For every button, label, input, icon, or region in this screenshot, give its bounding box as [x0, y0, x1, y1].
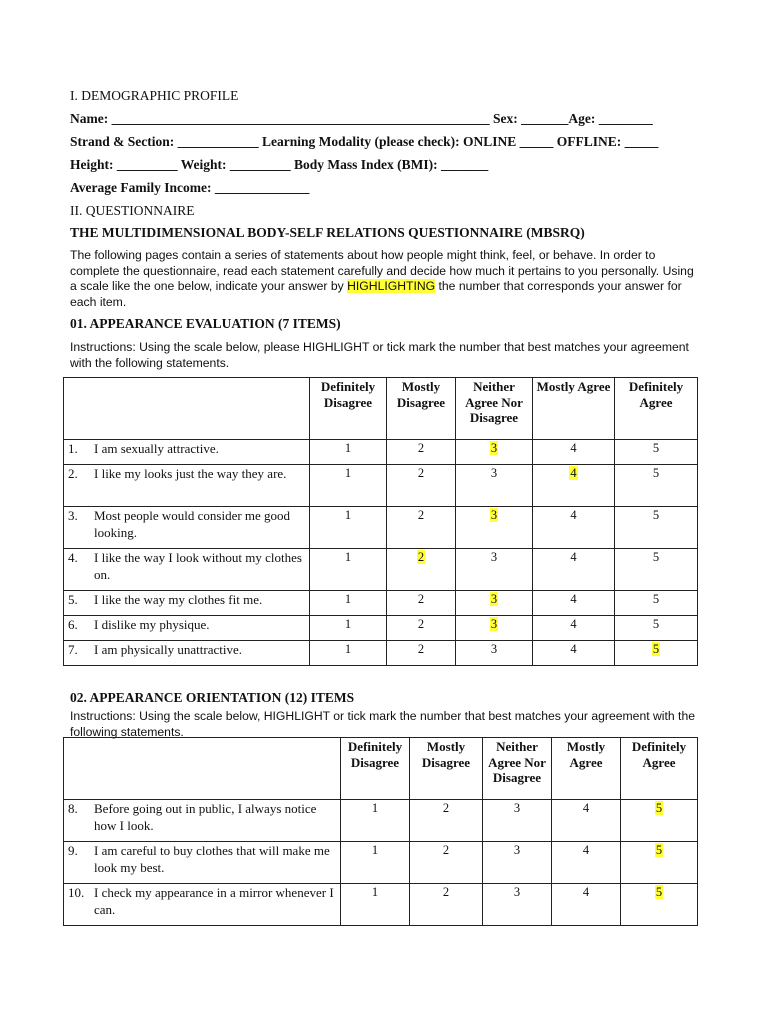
- rating-value: 2: [417, 617, 425, 631]
- item-statement: I am sexually attractive.: [94, 441, 219, 456]
- rating-value: 4: [570, 592, 577, 606]
- rating-value: 1: [371, 885, 379, 899]
- statement-cell: [64, 641, 310, 666]
- rating-cell[interactable]: [341, 842, 410, 884]
- item-number: 2.: [68, 466, 78, 481]
- rating-cell[interactable]: [483, 800, 552, 842]
- statement-cell: [64, 616, 310, 641]
- section2-title: 02. APPEARANCE ORIENTATION (12) ITEMS: [70, 690, 355, 705]
- item-number: 7.: [68, 642, 78, 657]
- rating-cell[interactable]: [310, 641, 387, 666]
- table-row: [64, 507, 698, 549]
- rating-cell[interactable]: [533, 641, 615, 666]
- rating-cell[interactable]: [341, 800, 410, 842]
- rating-cell[interactable]: [533, 549, 615, 591]
- rating-cell[interactable]: [533, 507, 615, 549]
- section2-instructions: Instructions: Using the scale below, HIGHLIGHT or tick mark the number that best matches your agreement with the following statements.: [70, 709, 695, 739]
- rating-value: 3: [490, 617, 498, 631]
- rating-value: 1: [344, 466, 352, 480]
- rating-value: 4: [582, 885, 590, 899]
- statement-header: [64, 378, 310, 440]
- rating-cell[interactable]: [310, 507, 387, 549]
- rating-value: 1: [371, 801, 379, 815]
- appearance-evaluation-table: [63, 377, 698, 666]
- item-statement: I like the way my clothes fit me.: [94, 592, 263, 607]
- item-number: 9.: [68, 843, 78, 858]
- height-weight-bmi-line: Height: _________ Weight: _________ Body Mass Index (BMI): _______: [70, 157, 489, 172]
- rating-cell[interactable]: [615, 641, 698, 666]
- rating-value: 2: [442, 801, 450, 815]
- rating-value: 2: [442, 885, 450, 899]
- rating-value: 3: [513, 885, 521, 899]
- item-number: 10.: [68, 885, 85, 900]
- header-definitely-agree: Definitely Agree: [615, 378, 698, 440]
- rating-value: 5: [655, 843, 663, 857]
- rating-value: 1: [344, 550, 352, 564]
- rating-cell[interactable]: [552, 800, 621, 842]
- rating-value: 5: [652, 441, 660, 455]
- statement-cell: [64, 465, 310, 507]
- item-number: 8.: [68, 801, 78, 816]
- rating-cell[interactable]: [387, 507, 456, 549]
- strand-modality-line: Strand & Section: ____________ Learning Modality (please check): ONLINE _____ OFFLINE: _____: [70, 134, 659, 149]
- questionnaire-heading: II. QUESTIONNAIRE: [70, 203, 195, 218]
- header-mostly-disagree: Mostly Disagree: [387, 378, 456, 440]
- rating-value: 1: [371, 843, 379, 857]
- section1-title: 01. APPEARANCE EVALUATION (7 ITEMS): [70, 316, 341, 331]
- rating-value: 1: [344, 441, 352, 455]
- rating-value: 4: [570, 466, 577, 480]
- rating-cell[interactable]: [456, 507, 533, 549]
- rating-value: 2: [442, 843, 450, 857]
- header-definitely-disagree: Definitely Disagree: [341, 738, 410, 800]
- item-statement: I am careful to buy clothes that will make me look my best.: [94, 843, 330, 875]
- rating-value: 5: [652, 617, 660, 631]
- statement-cell: [64, 549, 310, 591]
- header-definitely-agree: Definitely Agree: [621, 738, 698, 800]
- rating-value: 5: [652, 592, 660, 606]
- rating-cell[interactable]: [615, 591, 698, 616]
- intro-text-pre: The following pages contain a series of statements about how people might think, feel, or behave. In order to complete the questionnaire, read each statement carefully and decide how much it pertains to you personally. Using a scale like the one below, indicate your answer by: [70, 248, 694, 293]
- item-statement: I am physically unattractive.: [94, 642, 243, 657]
- rating-cell[interactable]: [387, 591, 456, 616]
- table-row: [64, 641, 698, 666]
- intro-highlight: HIGHLIGHTING: [347, 279, 436, 293]
- table-row: [64, 800, 698, 842]
- rating-value: 4: [570, 642, 577, 656]
- item-statement: Most people would consider me good looking.: [94, 508, 291, 540]
- rating-cell[interactable]: [310, 616, 387, 641]
- statement-cell: [64, 884, 341, 926]
- rating-cell[interactable]: [456, 591, 533, 616]
- rating-value: 2: [417, 508, 425, 522]
- item-statement: I like the way I look without my clothes on.: [94, 550, 302, 582]
- name-sex-age-line: Name: ________________________________________________________ Sex: _______Age: ________: [70, 111, 653, 126]
- rating-cell[interactable]: [456, 616, 533, 641]
- rating-cell[interactable]: [456, 465, 533, 507]
- family-income-line: Average Family Income: ______________: [70, 180, 310, 195]
- header-mostly-agree: Mostly Agree: [533, 378, 615, 440]
- rating-cell[interactable]: [552, 884, 621, 926]
- rating-value: 2: [417, 466, 425, 480]
- table-row: [64, 884, 698, 926]
- rating-cell[interactable]: [456, 549, 533, 591]
- rating-value: 3: [513, 801, 521, 815]
- rating-value: 5: [652, 642, 660, 656]
- statement-cell: [64, 440, 310, 465]
- questionnaire-intro: [70, 248, 700, 310]
- rating-cell[interactable]: [310, 465, 387, 507]
- rating-value: 2: [417, 441, 425, 455]
- header-neither: Neither Agree Nor Disagree: [456, 378, 533, 440]
- table-header-row: [64, 378, 698, 440]
- rating-cell[interactable]: [341, 884, 410, 926]
- rating-value: 4: [570, 617, 577, 631]
- section1-instructions: Instructions: Using the scale below, please HIGHLIGHT or tick mark the number that best matches your agreement with the following statements.: [70, 340, 689, 370]
- statement-cell: [64, 842, 341, 884]
- rating-cell[interactable]: [387, 440, 456, 465]
- rating-cell[interactable]: [456, 641, 533, 666]
- rating-value: 2: [417, 550, 425, 564]
- item-statement: Before going out in public, I always notice how I look.: [94, 801, 317, 833]
- rating-value: 1: [344, 508, 352, 522]
- statement-cell: [64, 800, 341, 842]
- appearance-orientation-table: [63, 737, 698, 926]
- rating-value: 2: [417, 592, 425, 606]
- rating-cell[interactable]: [387, 641, 456, 666]
- rating-cell[interactable]: [621, 842, 698, 884]
- rating-cell[interactable]: [621, 884, 698, 926]
- rating-cell[interactable]: [410, 800, 483, 842]
- rating-cell[interactable]: [533, 591, 615, 616]
- rating-cell[interactable]: [310, 549, 387, 591]
- rating-value: 1: [344, 617, 352, 631]
- item-statement: I like my looks just the way they are.: [94, 466, 287, 481]
- rating-cell[interactable]: [615, 507, 698, 549]
- header-mostly-agree: Mostly Agree: [552, 738, 621, 800]
- header-neither: Neither Agree Nor Disagree: [483, 738, 552, 800]
- header-mostly-disagree: Mostly Disagree: [410, 738, 483, 800]
- rating-cell[interactable]: [615, 465, 698, 507]
- rating-value: 5: [652, 550, 660, 564]
- table-row: [64, 465, 698, 507]
- rating-cell[interactable]: [533, 440, 615, 465]
- rating-value: 5: [655, 885, 663, 899]
- rating-cell[interactable]: [387, 616, 456, 641]
- questionnaire-title: THE MULTIDIMENSIONAL BODY-SELF RELATIONS QUESTIONNAIRE (MBSRQ): [70, 225, 585, 240]
- rating-value: 5: [655, 801, 663, 815]
- rating-value: 3: [490, 550, 498, 564]
- item-statement: I dislike my physique.: [94, 617, 210, 632]
- rating-value: 4: [570, 508, 577, 522]
- rating-value: 5: [652, 508, 660, 522]
- rating-cell[interactable]: [456, 440, 533, 465]
- rating-value: 4: [570, 441, 577, 455]
- rating-value: 3: [490, 642, 498, 656]
- statement-cell: [64, 591, 310, 616]
- rating-cell[interactable]: [387, 549, 456, 591]
- table-row: [64, 549, 698, 591]
- statement-cell: [64, 507, 310, 549]
- rating-value: 3: [490, 466, 498, 480]
- statement-header: [64, 738, 341, 800]
- table-row: [64, 440, 698, 465]
- rating-value: 3: [490, 592, 498, 606]
- item-number: 5.: [68, 592, 78, 607]
- rating-value: 1: [344, 642, 352, 656]
- rating-cell[interactable]: [310, 591, 387, 616]
- rating-value: 3: [490, 508, 498, 522]
- rating-cell[interactable]: [621, 800, 698, 842]
- item-statement: I check my appearance in a mirror whenever I can.: [94, 885, 334, 917]
- item-number: 3.: [68, 508, 78, 523]
- rating-cell[interactable]: [552, 842, 621, 884]
- rating-value: 4: [582, 843, 590, 857]
- rating-cell[interactable]: [387, 465, 456, 507]
- header-definitely-disagree: Definitely Disagree: [310, 378, 387, 440]
- rating-cell[interactable]: [615, 440, 698, 465]
- rating-cell[interactable]: [310, 440, 387, 465]
- table-row: [64, 842, 698, 884]
- rating-cell[interactable]: [615, 616, 698, 641]
- rating-value: 5: [652, 466, 660, 480]
- table-row: [64, 591, 698, 616]
- rating-value: 2: [417, 642, 425, 656]
- rating-value: 3: [490, 441, 498, 455]
- item-number: 4.: [68, 550, 78, 565]
- rating-value: 3: [513, 843, 521, 857]
- rating-cell[interactable]: [533, 616, 615, 641]
- rating-value: 4: [570, 550, 577, 564]
- item-number: 6.: [68, 617, 78, 632]
- table-row: [64, 616, 698, 641]
- rating-cell[interactable]: [615, 549, 698, 591]
- rating-cell[interactable]: [410, 842, 483, 884]
- rating-cell[interactable]: [533, 465, 615, 507]
- rating-cell[interactable]: [483, 884, 552, 926]
- rating-value: 1: [344, 592, 352, 606]
- rating-cell[interactable]: [410, 884, 483, 926]
- demographic-heading: I. DEMOGRAPHIC PROFILE: [70, 88, 239, 103]
- rating-cell[interactable]: [483, 842, 552, 884]
- table-header-row: [64, 738, 698, 800]
- intro-text-post: the number that corresponds your answer for each item.: [70, 279, 682, 309]
- item-number: 1.: [68, 441, 78, 456]
- rating-value: 4: [582, 801, 590, 815]
